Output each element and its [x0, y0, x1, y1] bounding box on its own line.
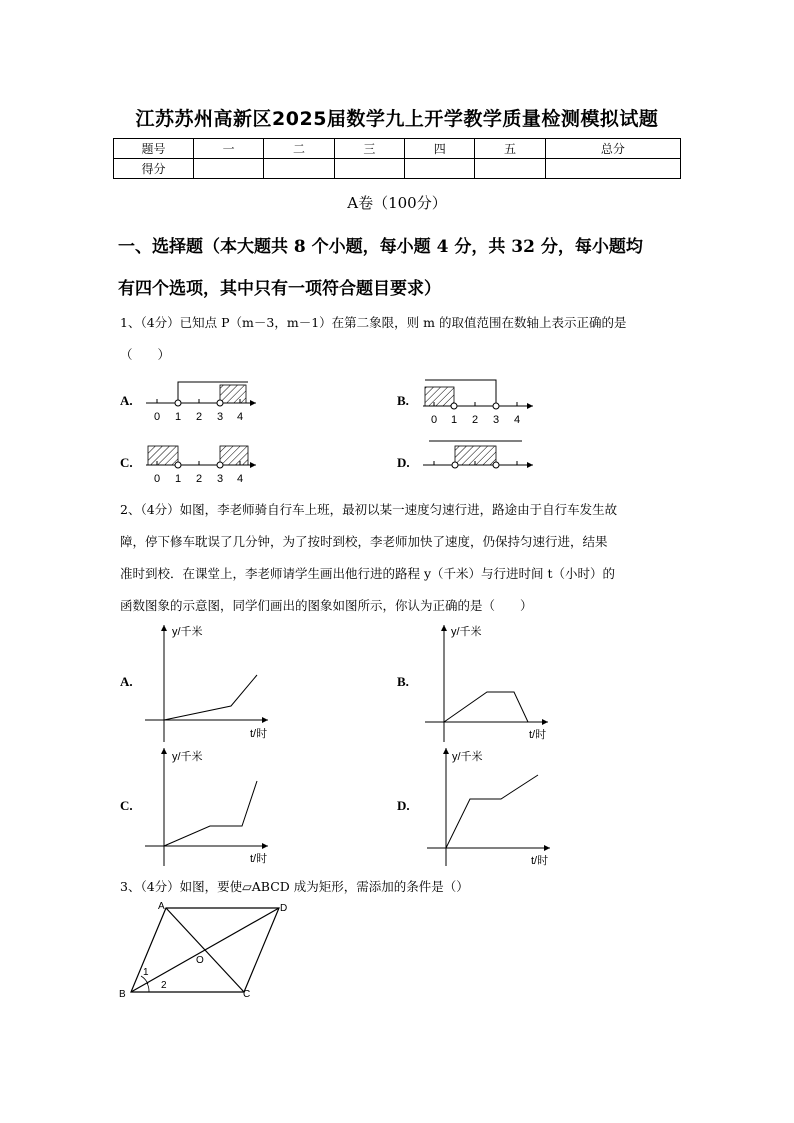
q1-text: 1、（4分）已知点 P（m－3，m－1）在第二象限，则 m 的取值范围在数轴上表示正确的是: [120, 315, 627, 330]
x-axis-label: t/时: [250, 728, 268, 740]
angle-label-1: 1: [143, 967, 149, 978]
y-axis-label: y/千米: [172, 626, 203, 638]
q1-paren: （ ）: [120, 347, 171, 362]
q2-option-d-label[interactable]: D.: [397, 798, 410, 813]
table-cell: 得分: [114, 159, 194, 179]
table-cell: 题号: [114, 139, 194, 159]
q2-graph-d: [427, 748, 550, 867]
q1-option-a-label[interactable]: A.: [120, 393, 133, 408]
tick-label: 1: [450, 414, 458, 426]
table-cell: 五: [475, 139, 545, 159]
x-axis-label: t/时: [529, 729, 547, 741]
y-axis-label: y/千米: [452, 751, 483, 763]
x-axis-label: t/时: [250, 853, 268, 865]
table-cell: 一: [194, 139, 264, 159]
tick-label: 4: [236, 411, 244, 423]
q1-option-b-numberline: [423, 380, 533, 426]
tick-label: 3: [216, 473, 224, 485]
section-heading-line1: 一、选择题（本大题共 8 个小题，每小题 4 分，共 32 分，每小题均: [118, 237, 643, 257]
q2-option-b-label[interactable]: B.: [397, 674, 409, 689]
volume-heading: A卷（100分）: [347, 194, 447, 212]
tick-label: 3: [492, 414, 500, 426]
vertex-label-c: C: [243, 989, 251, 1000]
y-axis-label: y/千米: [172, 751, 203, 763]
x-axis-label: t/时: [531, 855, 549, 867]
q3-parallelogram-figure: [119, 901, 287, 1000]
q1-option-c-label[interactable]: C.: [120, 455, 133, 470]
table-cell: 二: [264, 139, 334, 159]
q1-option-d-numberline: [423, 441, 533, 468]
exam-title: 江苏苏州高新区2025届数学九上开学教学质量检测模拟试题: [135, 108, 659, 130]
q1-option-c-numberline: [146, 446, 256, 485]
q2-graph-b: [425, 624, 548, 742]
y-axis-label: y/千米: [451, 626, 482, 638]
q1-option-b-label[interactable]: B.: [397, 393, 409, 408]
q2-graph-a: [145, 624, 268, 742]
tick-label: 4: [236, 473, 244, 485]
tick-label: 4: [513, 414, 521, 426]
section-heading-line2: 有四个选项，其中只有一项符合题目要求）: [118, 279, 441, 299]
vertex-label-a: A: [158, 901, 165, 912]
tick-label: 1: [174, 473, 182, 485]
vertex-label-d: D: [280, 903, 288, 914]
q2-text-line3: 准时到校．在课堂上，李老师请学生画出他行进的路程 y（千米）与行进时间 t（小时）的: [120, 566, 616, 581]
q2-option-a-label[interactable]: A.: [120, 674, 133, 689]
table-cell: 三: [334, 139, 404, 159]
vertex-label-b: B: [119, 989, 126, 1000]
tick-label: 3: [216, 411, 224, 423]
tick-label: 2: [195, 473, 203, 485]
tick-label: 1: [174, 411, 182, 423]
center-label-o: O: [196, 955, 204, 966]
q2-text-line2: 障，停下修车耽误了几分钟，为了按时到校，李老师加快了速度，仍保持匀速行进，结果: [120, 534, 608, 549]
tick-label: 0: [153, 473, 161, 485]
q1-option-d-label[interactable]: D.: [397, 455, 410, 470]
q1-option-a-numberline: [146, 382, 256, 423]
tick-label: 2: [471, 414, 479, 426]
tick-label: 0: [153, 411, 161, 423]
q2-text-line1: 2、（4分）如图，李老师骑自行车上班，最初以某一速度匀速行进，路途由于自行车发生故: [120, 502, 618, 517]
table-cell: 总分: [545, 139, 680, 159]
tick-label: 0: [430, 414, 438, 426]
tick-label: 2: [195, 411, 203, 423]
table-cell: 四: [405, 139, 475, 159]
q2-option-c-label[interactable]: C.: [120, 798, 133, 813]
q2-text-line4: 函数图象的示意图，同学们画出的图象如图所示，你认为正确的是（ ）: [120, 598, 533, 613]
angle-label-2: 2: [161, 980, 167, 991]
q2-graph-c: [145, 748, 268, 866]
q3-text: 3、（4分）如图，要使▱ABCD 成为矩形，需添加的条件是（）: [120, 879, 469, 894]
